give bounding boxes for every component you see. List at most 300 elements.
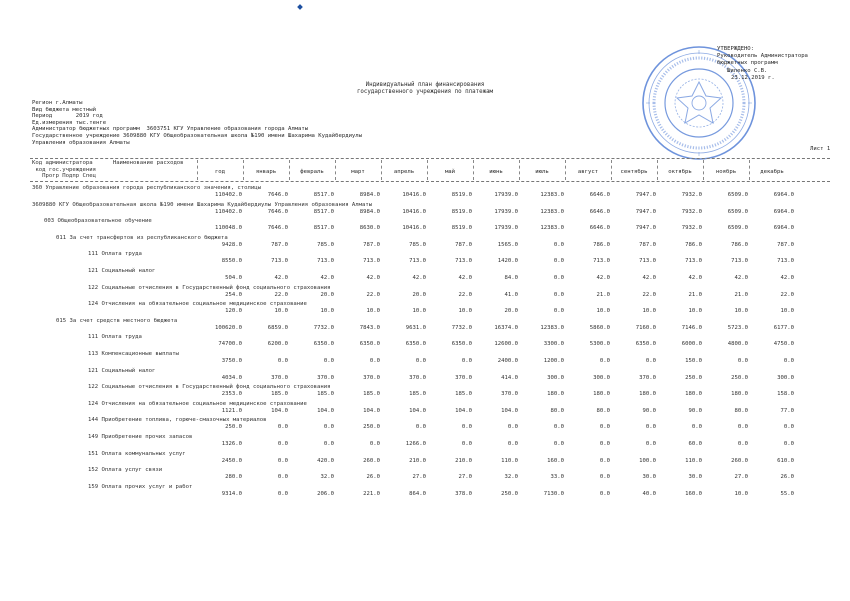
row-value: 10416.0 [402,192,426,198]
row-value: 7732.0 [313,324,334,331]
row-value: 8517.0 [313,192,334,198]
meta-region: Регион г.Алматы [32,100,83,106]
row-value: 787.0 [777,241,794,248]
row-value: 7932.0 [681,208,702,215]
row-value: 10.0 [780,308,794,315]
row-value: 414.0 [501,374,518,381]
header-left [32,160,184,180]
row-label: 111 Оплата труда [88,251,142,258]
row-value: 10.0 [734,308,748,315]
row-value: 4750.0 [773,341,794,348]
row-value: 6350.0 [451,341,472,348]
row-value: 0.0 [645,441,656,447]
row-value: 6350.0 [635,341,656,348]
row-value: 6350.0 [405,341,426,348]
column-header: ноябрь [715,169,737,175]
row-value: 7932.0 [681,225,702,232]
row-value: 6859.0 [267,324,288,331]
column-separator [703,160,704,180]
row-value: 10.0 [642,308,656,315]
row-value: 221.0 [363,490,380,497]
row-value: 786.0 [593,241,610,248]
row-label: 144 Приобретение топлива, горюче-смазочных материалов [88,417,267,424]
row-value: 27.0 [458,474,472,481]
row-value: 0.0 [277,424,288,431]
column-header: август [577,169,599,175]
row-value: 104.0 [271,407,288,414]
row-value: 713.0 [409,258,426,265]
row-value: 185.0 [363,391,380,398]
table-row [0,484,850,501]
meta-institution-cont: Управления образования Алматы [32,139,130,146]
row-value: 6509.0 [727,208,748,215]
table-row [0,434,850,451]
column-header: октябрь [668,169,692,175]
row-value: 7646.0 [267,192,288,198]
row-value: 10416.0 [402,225,426,232]
row-value: 22.0 [780,291,794,298]
approval-line-1: УТВЕРЖДЕНО: [717,46,755,52]
row-value: 7932.0 [681,192,702,198]
row-value: 160.0 [685,490,702,497]
approval-line-5: 23.12.2019 г. [731,74,775,81]
row-value: 713.0 [455,258,472,265]
row-value: 185.0 [271,391,288,398]
table-row [0,235,850,252]
row-value: 713.0 [639,258,656,265]
row-value: 6509.0 [727,192,748,198]
row-value: 787.0 [639,241,656,248]
row-value: 300.0 [547,374,564,381]
column-header: май [444,169,456,175]
column-separator [335,160,336,180]
column-header: сентябрь [620,169,648,175]
meta-unit: Ед.измерения тыс.тенге [32,119,107,126]
row-value: 0.0 [783,441,794,447]
row-value: 60.0 [688,441,702,447]
meta-administrator: Администратор бюджетных программ 3603751 КГУ Управление образования города Алматы [32,126,309,133]
row-value: 185.0 [317,391,334,398]
column-header: апрель [393,169,415,175]
row-value: 0.0 [599,441,610,447]
title-line-2: государственного учреждения по платежам [356,89,494,95]
row-value: 104.0 [317,407,334,414]
column-header: год [214,169,226,175]
column-separator [381,160,382,180]
approval-line-2: Руководитель Администратора [717,53,808,60]
row-value: 100.0 [639,457,656,464]
row-value: 7947.0 [635,225,656,232]
row-value: 5860.0 [589,324,610,331]
row-value: 370.0 [409,374,426,381]
row-value: 17939.0 [494,208,518,215]
row-value: 8519.0 [451,192,472,198]
header-left-line-3: Прогр Подпр Спец [32,173,96,179]
row-value: 12383.0 [540,324,564,331]
column-separator [565,160,566,180]
row-value: 6964.0 [773,192,794,198]
row-value: 206.0 [317,490,334,497]
row-value: 110.0 [501,457,518,464]
row-value: 0.0 [277,441,288,447]
row-value: 185.0 [409,391,426,398]
row-value: 504.0 [225,275,242,281]
row-value: 42.0 [734,275,748,281]
column-header: январь [255,169,277,175]
row-label: 360 Управление образования города республиканского значения, столицы [32,185,262,191]
row-value: 210.0 [455,457,472,464]
row-value: 0.0 [599,424,610,431]
row-label: 003 Общеобразовательное обучение [44,218,152,225]
row-label: 149 Приобретение прочих запасов [88,434,193,440]
row-label: 121 Социальный налог [88,367,156,374]
row-value: 42.0 [366,275,380,281]
row-value: 5300.0 [589,341,610,348]
row-value: 110048.0 [215,225,242,232]
table-row [0,351,850,368]
row-value: 104.0 [363,407,380,414]
table-row [0,334,850,351]
row-value: 370.0 [363,374,380,381]
row-value: 180.0 [547,391,564,398]
row-value: 6200.0 [267,341,288,348]
row-value: 0.0 [599,474,610,481]
row-value: 210.0 [409,457,426,464]
row-value: 713.0 [363,258,380,265]
row-value: 185.0 [455,391,472,398]
header-top-rule [30,158,830,159]
row-value: 5723.0 [727,324,748,331]
row-value: 8517.0 [313,225,334,232]
table-row [0,251,850,268]
row-value: 42.0 [274,275,288,281]
table-row [0,384,850,401]
row-value: 17939.0 [494,192,518,198]
row-value: 110402.0 [215,208,242,215]
table-row [0,185,850,202]
row-value: 100620.0 [215,324,242,331]
row-value: 6964.0 [773,208,794,215]
row-value: 300.0 [777,374,794,381]
row-value: 0.0 [553,441,564,447]
row-value: 27.0 [734,474,748,481]
row-value: 110402.0 [215,192,242,198]
row-label: 124 Отчисления на обязательное социальное медицинское страхование [88,301,307,308]
row-value: 7146.0 [681,324,702,331]
row-value: 21.0 [734,291,748,298]
row-value: 1326.0 [221,441,242,447]
row-value: 120.0 [225,308,242,315]
header-left-line-1: Код администратора Наименование расходов [32,160,184,166]
row-value: 8519.0 [451,208,472,215]
row-value: 1420.0 [497,258,518,265]
row-value: 260.0 [363,457,380,464]
row-value: 10.0 [274,308,288,315]
row-value: 160.0 [547,457,564,464]
row-value: 786.0 [731,241,748,248]
row-value: 104.0 [455,407,472,414]
row-value: 7732.0 [451,324,472,331]
row-value: 0.0 [553,291,564,298]
row-value: 0.0 [323,424,334,431]
column-separator [519,160,520,180]
row-value: 26.0 [366,474,380,481]
row-value: 32.0 [504,474,518,481]
row-value: 104.0 [409,407,426,414]
row-value: 6509.0 [727,225,748,232]
row-value: 26.0 [780,474,794,481]
row-value: 30.0 [688,474,702,481]
row-value: 77.0 [780,407,794,414]
header-left-line-2: код гос.учреждения [32,166,96,173]
row-value: 0.0 [277,358,288,364]
row-value: 42.0 [320,275,334,281]
approval-block [717,46,808,82]
table-row [0,451,850,468]
row-value: 7646.0 [267,208,288,215]
row-value: 0.0 [691,424,702,431]
row-label: 015 За счет средств местного бюджета [56,317,178,324]
row-value: 42.0 [642,275,656,281]
table-row [0,202,850,219]
column-header: июнь [489,169,503,175]
row-value: 787.0 [271,241,288,248]
marker-dot [297,4,303,10]
table-row [0,285,850,302]
row-value: 3300.0 [543,341,564,348]
row-value: 10.0 [320,308,334,315]
row-value: 250.0 [685,374,702,381]
table-row [0,417,850,434]
title-line-1: Индивидуальный план финансирования [365,82,485,88]
meta-institution: Государственное учреждение 3609880 КГУ Общеобразовательная школа №190 имени Шахарима Кудайбердиулы [32,132,363,139]
column-header: декабрь [760,169,784,175]
row-value: 0.0 [737,424,748,431]
row-value: 370.0 [271,374,288,381]
column-header: февраль [300,169,324,175]
header-bottom-rule [30,181,830,182]
row-value: 74700.0 [218,341,242,348]
row-value: 9314.0 [221,490,242,497]
approval-line-4: Шиленко С.В. [727,67,768,74]
row-value: 0.0 [461,441,472,447]
row-value: 17939.0 [494,225,518,232]
row-value: 10.0 [734,490,748,497]
row-value: 1121.0 [221,407,242,414]
column-separator [289,160,290,180]
row-label: 124 Отчисления на обязательное социальное медицинское страхование [88,400,307,407]
row-value: 84.0 [504,275,518,281]
row-value: 21.0 [596,291,610,298]
row-value: 4034.0 [221,374,242,381]
row-value: 90.0 [688,407,702,414]
row-value: 610.0 [777,457,794,464]
row-value: 254.0 [225,291,242,298]
row-value: 12600.0 [494,341,518,348]
row-value: 180.0 [731,391,748,398]
column-header: июль [535,169,549,175]
row-value: 20.0 [412,291,426,298]
row-value: 0.0 [553,258,564,265]
document-title [300,82,550,96]
row-value: 6000.0 [681,341,702,348]
row-value: 713.0 [777,258,794,265]
row-value: 6350.0 [359,341,380,348]
row-value: 370.0 [317,374,334,381]
row-value: 0.0 [461,424,472,431]
row-value: 713.0 [685,258,702,265]
column-header: март [351,169,365,175]
row-value: 80.0 [596,407,610,414]
row-value: 7130.0 [543,490,564,497]
row-value: 2450.0 [221,457,242,464]
row-value: 180.0 [593,391,610,398]
row-value: 713.0 [317,258,334,265]
document-meta [32,100,362,146]
row-value: 787.0 [363,241,380,248]
row-value: 0.0 [599,358,610,364]
row-value: 1200.0 [543,358,564,364]
row-value: 32.0 [320,474,334,481]
row-value: 0.0 [323,358,334,364]
row-value: 3750.0 [221,358,242,364]
row-value: 0.0 [461,358,472,364]
row-value: 8517.0 [313,208,334,215]
row-value: 0.0 [369,358,380,364]
table-row [0,218,850,235]
row-value: 0.0 [737,358,748,364]
row-value: 0.0 [507,441,518,447]
row-value: 6177.0 [773,324,794,331]
row-value: 10.0 [596,308,610,315]
row-value: 21.0 [688,291,702,298]
row-value: 10.0 [688,308,702,315]
row-value: 0.0 [553,275,564,281]
meta-period: Период 2019 год [32,113,103,120]
row-value: 787.0 [455,241,472,248]
row-label: 152 Оплата услуг связи [88,467,163,474]
row-value: 8630.0 [359,225,380,232]
column-separator [197,160,198,180]
row-value: 785.0 [409,241,426,248]
row-value: 158.0 [777,391,794,398]
row-value: 300.0 [593,374,610,381]
row-value: 16374.0 [494,324,518,331]
row-value: 40.0 [642,490,656,497]
row-value: 370.0 [639,374,656,381]
row-value: 280.0 [225,474,242,481]
row-value: 0.0 [783,358,794,364]
row-value: 180.0 [685,391,702,398]
row-value: 42.0 [412,275,426,281]
row-value: 420.0 [317,457,334,464]
row-value: 0.0 [599,490,610,497]
row-value: 10.0 [458,308,472,315]
row-value: 250.0 [731,374,748,381]
row-value: 9631.0 [405,324,426,331]
column-separator [473,160,474,180]
row-value: 22.0 [458,291,472,298]
row-value: 80.0 [734,407,748,414]
row-value: 12383.0 [540,192,564,198]
row-value: 0.0 [599,457,610,464]
row-value: 0.0 [553,308,564,315]
row-value: 713.0 [731,258,748,265]
row-value: 42.0 [780,275,794,281]
row-value: 785.0 [317,241,334,248]
row-value: 250.0 [225,424,242,431]
row-value: 250.0 [501,490,518,497]
row-value: 250.0 [363,424,380,431]
table-row [0,318,850,335]
row-value: 713.0 [271,258,288,265]
table-row [0,301,850,318]
row-value: 0.0 [415,358,426,364]
row-value: 90.0 [642,407,656,414]
row-value: 8984.0 [359,192,380,198]
row-label: 3609880 КГУ Общеобразовательная школа №190 имени Шахарима Кудайбердиулы Управления образования Алматы [32,201,373,208]
row-value: 0.0 [369,441,380,447]
row-label: 111 Оплата труда [88,334,142,341]
row-value: 0.0 [553,424,564,431]
row-label: 122 Социальные отчисления в Государственный фонд социального страхования [88,384,331,391]
row-value: 42.0 [596,275,610,281]
row-value: 7843.0 [359,324,380,331]
row-value: 864.0 [409,490,426,497]
row-value: 713.0 [593,258,610,265]
row-value: 22.0 [642,291,656,298]
row-value: 8550.0 [221,258,242,265]
row-label: 011 За счет трансфертов из республиканского бюджета [56,234,228,241]
row-value: 0.0 [553,241,564,248]
row-value: 0.0 [645,424,656,431]
row-value: 0.0 [277,474,288,481]
row-value: 0.0 [277,490,288,497]
row-label: 159 Оплата прочих услуг и работ [88,483,193,490]
meta-budget-type: Вид бюджета местный [32,106,96,113]
row-value: 1565.0 [497,241,518,248]
row-value: 7947.0 [635,208,656,215]
row-value: 6646.0 [589,208,610,215]
row-label: 121 Социальный налог [88,268,156,274]
row-value: 6646.0 [589,225,610,232]
row-value: 110.0 [685,457,702,464]
row-value: 0.0 [323,441,334,447]
row-value: 2353.0 [221,391,242,398]
row-value: 42.0 [458,275,472,281]
row-value: 150.0 [685,358,702,364]
row-value: 8984.0 [359,208,380,215]
row-value: 10.0 [412,308,426,315]
row-value: 27.0 [412,474,426,481]
row-value: 22.0 [366,291,380,298]
row-value: 6350.0 [313,341,334,348]
row-value: 370.0 [501,391,518,398]
column-separator [749,160,750,180]
row-value: 0.0 [415,424,426,431]
row-value: 0.0 [783,424,794,431]
row-value: 1266.0 [405,441,426,447]
column-separator [657,160,658,180]
row-value: 7947.0 [635,192,656,198]
row-value: 8519.0 [451,225,472,232]
approval-line-3: бюджетных программ [717,60,778,67]
row-value: 7646.0 [267,225,288,232]
row-label: 113 Компенсационные выплаты [88,351,179,357]
row-value: 0.0 [645,358,656,364]
row-value: 20.0 [320,291,334,298]
row-value: 55.0 [780,490,794,497]
